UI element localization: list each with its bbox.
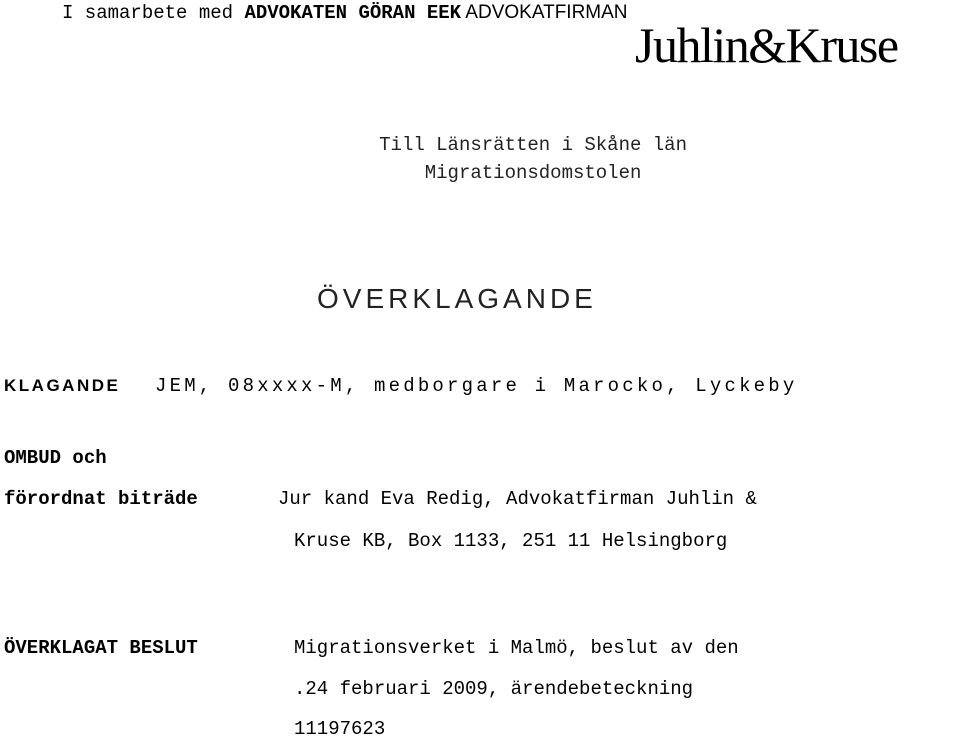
- document-title: ÖVERKLAGANDE: [317, 283, 597, 314]
- klagande-label: KLAGANDE: [4, 376, 121, 395]
- ombud-value-line2: Kruse KB, Box 1133, 251 11 Helsingborg: [294, 530, 728, 552]
- recipient-court: Till Länsrätten i Skåne län: [379, 134, 687, 156]
- klagande-value: JEM, 08xxxx-M, medborgare i Marocko, Lyckeby: [155, 375, 798, 397]
- overklagat-value-line1: Migrationsverket i Malmö, beslut av den: [294, 637, 739, 659]
- forordnat-label: förordnat biträde: [4, 488, 198, 510]
- ombud-label: OMBUD och: [4, 447, 107, 469]
- overklagat-label: ÖVERKLAGAT BESLUT: [4, 637, 198, 659]
- firm-logo: Juhlin&Kruse: [635, 17, 898, 73]
- letterhead-firm: ADVOKATFIRMAN: [461, 2, 628, 23]
- overklagat-value-line2: .24 februari 2009, ärendebeteckning: [294, 678, 694, 700]
- letterhead-partner: ADVOKATEN GÖRAN EEK: [244, 2, 462, 24]
- overklagat-value-line3: 11197623: [294, 718, 386, 740]
- ombud-value-line1: Jur kand Eva Redig, Advokatfirman Juhlin &: [278, 488, 757, 510]
- recipient-block: [379, 131, 687, 187]
- letterhead-line: [62, 2, 628, 24]
- recipient-division: Migrationsdomstolen: [424, 162, 642, 184]
- letterhead-prefix: I samarbete med: [62, 2, 245, 24]
